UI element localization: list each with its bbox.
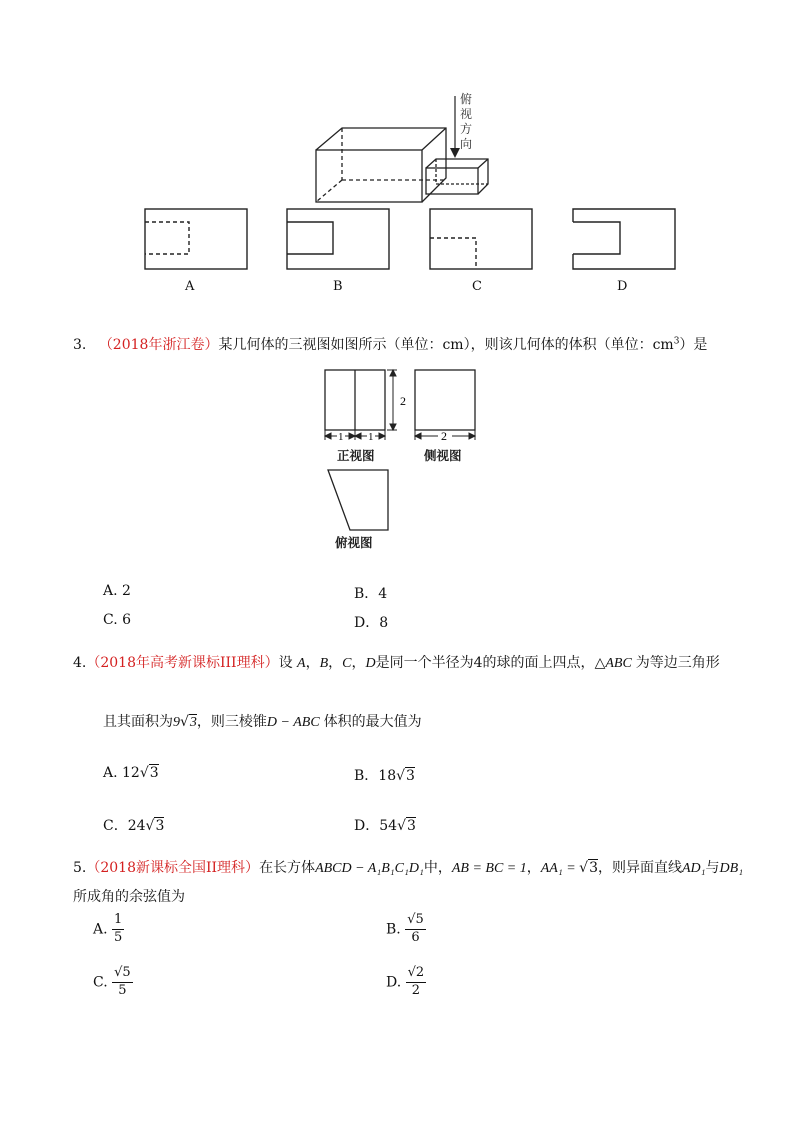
fig1-label-b: B: [333, 279, 343, 294]
q5-option-a-frac: [112, 913, 124, 946]
q4-option-c-coef: 24: [127, 818, 146, 834]
q5-option-c-label: C.: [93, 974, 108, 991]
q5-option-b-num: √5: [405, 913, 426, 930]
dir-char-4: 向: [460, 137, 473, 151]
q5-text2: 中，: [423, 860, 452, 876]
q5-option-c[interactable]: [93, 966, 133, 999]
q4-text1: 是同一个半径为4的球的面上四点，: [375, 655, 595, 671]
figure-1: [0, 0, 800, 310]
q3-text: 某几何体的三视图如图所示（单位：cm），则该几何体的体积（单位：cm: [218, 337, 674, 353]
q3-option-a-label: A.: [103, 583, 118, 599]
q3-option-c-label: C.: [103, 612, 118, 628]
q4-stem-line1: [73, 652, 720, 672]
q5-line2: DB₁: [719, 861, 744, 876]
top-view-label: 俯视图: [335, 536, 373, 550]
q4-point-d: D: [365, 656, 376, 671]
q4-lead: 设: [278, 655, 293, 671]
q3-option-a[interactable]: [103, 583, 131, 599]
q3-source: （2018年浙江卷）: [98, 337, 219, 353]
q4-option-b-label: B．: [354, 768, 379, 784]
q5-option-c-den: 5: [118, 982, 127, 998]
q5-line2-text: 所成角的余弦值为: [73, 889, 185, 905]
q3-stem: [73, 334, 707, 354]
q4-option-c[interactable]: C．24√3: [103, 818, 165, 834]
q5-option-b[interactable]: [386, 913, 426, 946]
q5-option-c-num: √5: [112, 966, 133, 983]
q3-text-end: ）是: [679, 337, 708, 353]
q5-solid: ABCD − A₁B₁C₁D₁: [315, 861, 424, 876]
q3-option-b-label: B．: [354, 586, 379, 602]
view-option-d: [573, 209, 675, 269]
q4-option-d[interactable]: D．54√3: [354, 818, 416, 834]
dir-char-1: 俯: [460, 92, 473, 106]
q3-sup: 3: [673, 336, 680, 347]
q4-option-a-rad: 3: [149, 765, 159, 781]
dim-front-widths: [325, 430, 385, 440]
q4-tri: △: [594, 655, 606, 671]
q5-option-b-frac: [405, 913, 426, 946]
q4-area-coef: 9: [173, 715, 180, 730]
q5-cond2: AA₁ =: [540, 861, 580, 876]
top-view: [328, 470, 388, 530]
q5-option-d[interactable]: [386, 966, 426, 999]
q4-option-a-label: A.: [103, 765, 118, 781]
q5-stem-line2: [73, 886, 185, 906]
q4-option-d-coef: 54: [379, 818, 398, 834]
q3-option-c-value: 6: [122, 612, 132, 628]
dir-char-3: 方: [460, 122, 473, 136]
dim-side-text: 2: [441, 429, 447, 443]
q5-option-d-label: D.: [386, 974, 402, 991]
q5-sep: ，: [526, 860, 541, 876]
fig1-label-c: C: [472, 279, 482, 294]
q5-option-a-den: 5: [114, 929, 123, 945]
q4-option-b[interactable]: B．18√3: [354, 768, 415, 784]
q4-source: （2018年高考新课标III理科）: [86, 655, 279, 671]
q4-sep-1: ，: [305, 655, 320, 671]
q4-number: 4.: [73, 655, 87, 671]
q4-pyramid: D − ABC: [266, 715, 320, 730]
q4-line2-mid: ，则三棱锥: [196, 714, 267, 730]
dim-w1-text: 1: [338, 431, 344, 443]
q5-cond2-rad: 3: [589, 860, 598, 876]
q5-option-a-label: A.: [93, 921, 108, 938]
front-view-label: 正视图: [337, 449, 375, 463]
q5-option-b-den: 6: [411, 929, 420, 945]
q4-sep-2: ，: [328, 655, 343, 671]
view-option-c: [430, 209, 532, 269]
view-direction-label: [460, 92, 478, 152]
q5-source: （2018新课标全国II理科）: [86, 860, 260, 876]
figure-1-drawing: [0, 0, 800, 310]
q5-option-d-num: √2: [406, 966, 427, 983]
q4-option-b-coef: 18: [378, 768, 397, 784]
q5-option-d-den: 2: [411, 982, 421, 998]
q5-option-c-frac: [112, 966, 133, 999]
q3-option-d[interactable]: [354, 612, 388, 632]
q5-text1: 在长方体: [259, 860, 316, 876]
q4-area-sqrt: √3: [180, 714, 197, 730]
q3-number: 3.: [73, 337, 87, 353]
q4-option-a[interactable]: A. 12√3: [103, 765, 159, 781]
view-direction-arrow: [450, 96, 460, 158]
q4-line2-before: 且其面积为: [103, 714, 173, 730]
q3-option-c[interactable]: [103, 612, 131, 628]
q4-point-b: B: [319, 656, 329, 671]
view-option-b: [287, 209, 389, 269]
q4-point-c: C: [342, 656, 352, 671]
dim-height-text: 2: [400, 394, 406, 408]
q5-stem-line1: 5.（2018新课标全国II理科）在长方体ABCD − A₁B₁C₁D₁中，AB = BC = 1，AA₁ = √3，则异面直线AD₁与DB₁: [73, 860, 744, 876]
dim-height: [387, 370, 397, 430]
q4-option-d-rad: 3: [406, 818, 416, 834]
q4-stem-line2: [103, 711, 422, 731]
fig1-label-a: A: [185, 279, 195, 294]
q4-area-rad: 3: [189, 715, 197, 730]
q3-views-drawing: [300, 360, 500, 560]
q3-option-a-value: 2: [122, 583, 131, 599]
dim-w2-text: 1: [368, 431, 374, 443]
q3-option-b[interactable]: [354, 583, 387, 603]
q4-line2-after: 体积的最大值为: [323, 714, 422, 730]
q3-option-d-value: 8: [379, 615, 389, 631]
q4-sep-3: ，: [351, 655, 366, 671]
q4-option-c-label: C．: [103, 818, 128, 834]
view-option-a: [145, 209, 247, 269]
q5-cond1: AB = BC = 1: [451, 861, 527, 876]
q5-option-b-label: B.: [386, 921, 401, 938]
q3-three-views: [300, 360, 500, 560]
q5-number: 5.: [73, 860, 87, 876]
dir-char-2: 视: [460, 107, 473, 121]
q5-text3: ，则异面直线: [598, 860, 682, 876]
q3-option-d-label: D．: [354, 615, 380, 631]
q4-option-a-coef: 12: [122, 765, 140, 781]
q5-option-a[interactable]: [93, 913, 124, 946]
q4-text2: 为等边三角形: [635, 655, 720, 671]
q5-option-d-frac: [406, 966, 427, 999]
q4-point-a: A: [297, 656, 306, 671]
q4-abc: ABC: [605, 656, 632, 671]
q4-option-d-label: D．: [354, 818, 380, 834]
q5-text4: 与: [705, 860, 720, 876]
q4-option-b-rad: 3: [406, 768, 415, 784]
side-view: [415, 370, 475, 430]
q5-option-a-num: 1: [112, 913, 124, 930]
q3-option-b-value: 4: [378, 586, 388, 602]
fig1-label-d: D: [617, 279, 628, 294]
q5-line1: AD₁: [682, 861, 706, 876]
side-view-label: 侧视图: [424, 449, 462, 463]
q4-option-c-rad: 3: [155, 818, 165, 834]
